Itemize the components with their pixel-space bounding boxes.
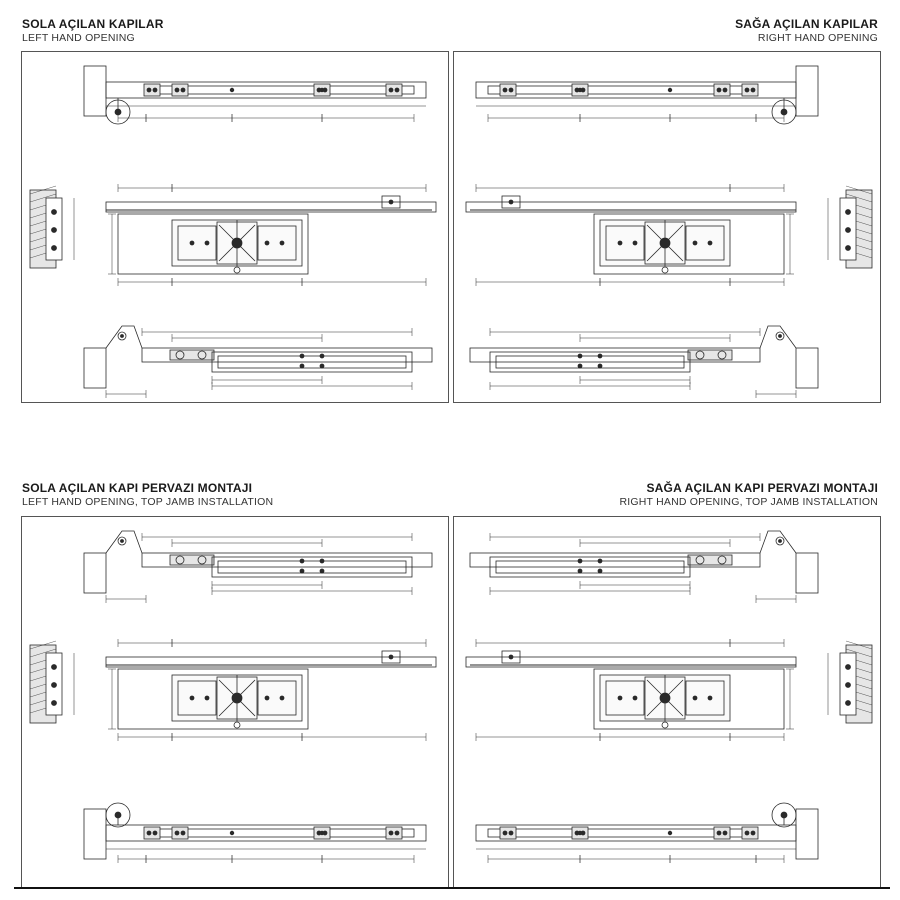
- screw: [205, 696, 209, 700]
- screw: [52, 701, 57, 706]
- screw: [633, 241, 637, 245]
- hinge-bracket: [760, 326, 796, 348]
- door-frame-block: [796, 553, 818, 593]
- mounting-plate: [714, 84, 730, 96]
- screw: [175, 88, 179, 92]
- mounting-plate: [144, 827, 160, 839]
- panel-right-hand-opening: [453, 51, 881, 403]
- slider-block: [170, 555, 214, 565]
- header-bottom-right: [620, 482, 879, 508]
- screw: [846, 683, 851, 688]
- screw: [751, 88, 755, 92]
- mounting-plate: [500, 84, 516, 96]
- section-subtitle: LEFT HAND OPENING, TOP JAMB INSTALLATION: [22, 496, 274, 508]
- screw: [52, 228, 57, 233]
- screw: [708, 241, 712, 245]
- screw: [320, 354, 324, 358]
- screw: [280, 696, 284, 700]
- hinge-pivot: [779, 540, 782, 543]
- screw: [153, 88, 157, 92]
- drawing-group: [30, 531, 436, 863]
- door-frame-block: [84, 553, 106, 593]
- spindle-cap: [234, 722, 240, 728]
- screw: [708, 696, 712, 700]
- screw: [751, 831, 755, 835]
- screw: [509, 655, 513, 659]
- screw: [598, 569, 602, 573]
- hinge-pivot: [779, 335, 782, 338]
- header-top-left: [22, 18, 164, 44]
- screw: [320, 88, 324, 92]
- screw: [668, 831, 672, 835]
- slider-block: [688, 350, 732, 360]
- screw: [280, 241, 284, 245]
- section-title: SOLA AÇILAN KAPILAR: [22, 17, 164, 31]
- screw: [52, 210, 57, 215]
- mounting-plate: [386, 827, 402, 839]
- screw: [598, 364, 602, 368]
- screw: [300, 364, 304, 368]
- screw: [723, 831, 727, 835]
- hinge-pivot: [121, 540, 124, 543]
- door-frame-block: [796, 348, 818, 388]
- mounting-plate: [742, 827, 758, 839]
- screw: [181, 831, 185, 835]
- screw: [503, 831, 507, 835]
- slider-block: [688, 555, 732, 565]
- screw: [320, 559, 324, 563]
- screw: [618, 696, 622, 700]
- mounting-plate: [172, 84, 188, 96]
- screw: [181, 88, 185, 92]
- screw: [723, 88, 727, 92]
- screw: [153, 831, 157, 835]
- technical-drawing-right-hand: [454, 52, 880, 402]
- screw: [846, 665, 851, 670]
- cam-spindle: [232, 238, 242, 248]
- screw: [745, 88, 749, 92]
- screw: [52, 683, 57, 688]
- mounting-plate: [144, 84, 160, 96]
- screw: [846, 210, 851, 215]
- door-frame-block: [796, 66, 818, 116]
- screw: [509, 831, 513, 835]
- panel-right-hand-top-jamb: [453, 516, 881, 888]
- panel-left-hand-top-jamb: [21, 516, 449, 888]
- screw: [668, 88, 672, 92]
- technical-drawing-left-hand-jamb: [22, 517, 448, 887]
- screw: [265, 241, 269, 245]
- screw: [205, 241, 209, 245]
- header-bottom-left: [22, 482, 273, 508]
- mounting-plate: [500, 827, 516, 839]
- section-title: SAĞA AÇILAN KAPILAR: [735, 17, 878, 31]
- technical-drawing-left-hand: [22, 52, 448, 402]
- door-frame-block: [84, 66, 106, 116]
- door-frame-block: [84, 809, 106, 859]
- screw: [320, 831, 324, 835]
- screw: [578, 831, 582, 835]
- drawing-group: [466, 66, 872, 398]
- screw: [265, 696, 269, 700]
- screw: [320, 364, 324, 368]
- screw: [52, 665, 57, 670]
- hinge-bracket: [106, 531, 142, 553]
- screw: [300, 354, 304, 358]
- screw: [147, 88, 151, 92]
- screw: [693, 696, 697, 700]
- door-frame-block: [84, 348, 106, 388]
- screw: [717, 831, 721, 835]
- screw: [717, 88, 721, 92]
- section-subtitle: RIGHT HAND OPENING: [757, 32, 878, 44]
- bottom-rule: [14, 887, 890, 889]
- header-top-right: [735, 18, 878, 44]
- screw: [846, 228, 851, 233]
- cam-spindle: [660, 693, 670, 703]
- screw: [389, 831, 393, 835]
- drawing-group: [466, 531, 872, 863]
- screw: [230, 88, 234, 92]
- screw: [509, 200, 513, 204]
- section-subtitle: LEFT HAND OPENING: [22, 32, 135, 44]
- screw: [230, 831, 234, 835]
- screw: [578, 88, 582, 92]
- spindle-cap: [234, 267, 240, 273]
- screw: [300, 559, 304, 563]
- drawing-group: [30, 66, 436, 398]
- screw: [578, 364, 582, 368]
- screw: [598, 559, 602, 563]
- screw: [618, 241, 622, 245]
- door-frame-block: [796, 809, 818, 859]
- screw: [175, 831, 179, 835]
- screw: [509, 88, 513, 92]
- hinge-pivot: [121, 335, 124, 338]
- screw: [190, 696, 194, 700]
- screw: [578, 569, 582, 573]
- section-title: SAĞA AÇILAN KAPI PERVAZI MONTAJI: [646, 481, 878, 495]
- screw: [395, 831, 399, 835]
- technical-drawing-right-hand-jamb: [454, 517, 880, 887]
- spindle-cap: [662, 722, 668, 728]
- mounting-plate: [172, 827, 188, 839]
- screw: [52, 246, 57, 251]
- cam-spindle: [660, 238, 670, 248]
- screw: [578, 559, 582, 563]
- screw: [147, 831, 151, 835]
- mounting-plate: [714, 827, 730, 839]
- hinge-bracket: [106, 326, 142, 348]
- screw: [190, 241, 194, 245]
- screw: [395, 88, 399, 92]
- section-subtitle: RIGHT HAND OPENING, TOP JAMB INSTALLATION: [619, 496, 878, 508]
- hinge-bracket: [760, 531, 796, 553]
- screw: [598, 354, 602, 358]
- screw: [389, 655, 393, 659]
- screw: [693, 241, 697, 245]
- screw: [320, 569, 324, 573]
- section-title: SOLA AÇILAN KAPI PERVAZI MONTAJI: [22, 481, 253, 495]
- screw: [503, 88, 507, 92]
- screw: [633, 696, 637, 700]
- mounting-plate: [742, 84, 758, 96]
- screw: [389, 200, 393, 204]
- slider-block: [170, 350, 214, 360]
- spindle-cap: [662, 267, 668, 273]
- mounting-plate: [386, 84, 402, 96]
- screw: [846, 246, 851, 251]
- screw: [300, 569, 304, 573]
- screw: [846, 701, 851, 706]
- cam-spindle: [232, 693, 242, 703]
- screw: [578, 354, 582, 358]
- panel-left-hand-opening: [21, 51, 449, 403]
- screw: [745, 831, 749, 835]
- screw: [389, 88, 393, 92]
